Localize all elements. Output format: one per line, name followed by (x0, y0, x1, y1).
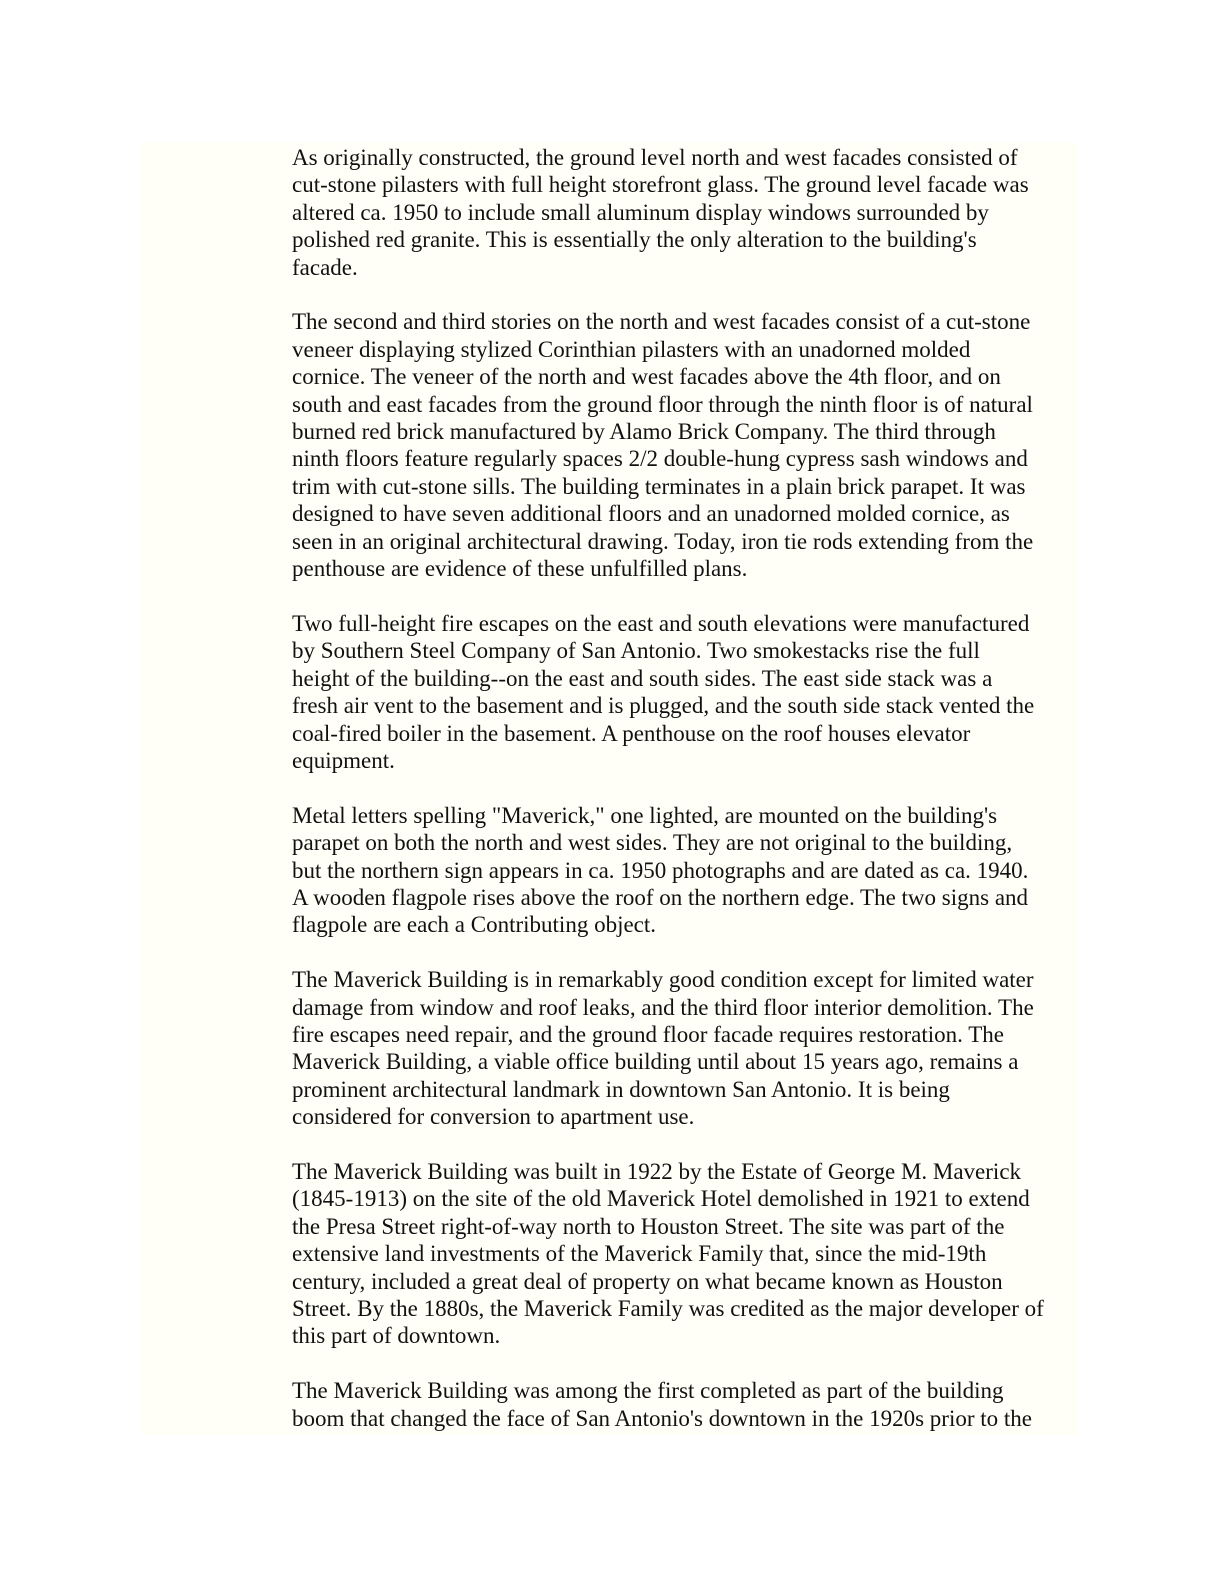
text-line: this part of downtown. (292, 1323, 501, 1349)
text-line: equipment. (292, 747, 395, 773)
text-line: fresh air vent to the basement and is plugged, and the south side stack vented the (292, 693, 1035, 719)
text-line: coal-fired boiler in the basement. A penthouse on the roof houses elevator (292, 720, 971, 746)
text-line: The Maverick Building is in remarkably good condition except for limited water (292, 967, 1034, 993)
paragraph-condition (292, 966, 1082, 1130)
text-line: the Presa Street right-of-way north to Houston Street. The site was part of the (292, 1213, 1005, 1239)
text-line: Maverick Building, a viable office building until about 15 years ago, remains a (292, 1049, 1019, 1075)
text-line: by Southern Steel Company of San Antonio. Two smokestacks rise the full (292, 638, 980, 664)
text-line: Metal letters spelling "Maverick," one lighted, are mounted on the building's (292, 802, 998, 828)
text-line: veneer displaying stylized Corinthian pilasters with an unadorned molded (292, 336, 971, 362)
text-line: designed to have seven additional floors and an unadorned molded cornice, as (292, 501, 1010, 527)
text-line: height of the building--on the east and south sides. The east side stack was a (292, 665, 993, 691)
text-line: century, included a great deal of property on what became known as Houston (292, 1268, 1003, 1294)
text-line: (1845-1913) on the site of the old Maverick Hotel demolished in 1921 to extend (292, 1186, 1030, 1212)
text-line: polished red granite. This is essentially the only alteration to the building's (292, 227, 977, 253)
text-line: A wooden flagpole rises above the roof on the northern edge. The two signs and (292, 884, 1029, 910)
text-line: The second and third stories on the north and west facades consist of a cut-stone (292, 309, 1031, 335)
paragraph-building-boom (292, 1377, 1082, 1432)
document-body (292, 144, 1082, 1459)
text-line: flagpole are each a Contributing object. (292, 912, 657, 938)
text-line: fire escapes need repair, and the ground floor facade requires restoration. The (292, 1021, 1004, 1047)
text-line: The Maverick Building was built in 1922 by the Estate of George M. Maverick (292, 1158, 1022, 1184)
paragraph-fire-escapes (292, 610, 1082, 774)
text-line: seen in an original architectural drawing. Today, iron tie rods extending from the (292, 528, 1034, 554)
text-line: As originally constructed, the ground level north and west facades consisted of (292, 145, 1018, 170)
text-line: parapet on both the north and west sides. They are not original to the building, (292, 830, 1013, 856)
text-line: extensive land investments of the Maverick Family that, since the mid-19th (292, 1241, 987, 1267)
text-line: boom that changed the face of San Antonio's downtown in the 1920s prior to the (292, 1405, 1033, 1431)
text-line: prominent architectural landmark in downtown San Antonio. It is being (292, 1076, 950, 1102)
text-line: cut-stone pilasters with full height storefront glass. The ground level facade was (292, 172, 1029, 198)
text-line: The Maverick Building was among the first completed as part of the building (292, 1378, 1004, 1404)
text-line: burned red brick manufactured by Alamo Brick Company. The third through (292, 419, 996, 445)
text-line: cornice. The veneer of the north and west facades above the 4th floor, and on (292, 364, 1001, 390)
text-line: damage from window and roof leaks, and the third floor interior demolition. The (292, 994, 1034, 1020)
text-line: ninth floors feature regularly spaces 2/2 double-hung cypress sash windows and (292, 446, 1028, 472)
text-line: altered ca. 1950 to include small aluminum display windows surrounded by (292, 199, 989, 225)
paragraph-original-construction (292, 144, 1082, 281)
text-line: Street. By the 1880s, the Maverick Family was credited as the major developer of (292, 1295, 1044, 1321)
paragraph-signs (292, 802, 1082, 939)
text-line: considered for conversion to apartment use. (292, 1104, 695, 1130)
paragraph-upper-stories (292, 308, 1082, 582)
text-line: trim with cut-stone sills. The building terminates in a plain brick parapet. It was (292, 473, 1026, 499)
paragraph-history (292, 1158, 1082, 1350)
text-line: Two full-height fire escapes on the east and south elevations were manufactured (292, 610, 1030, 636)
text-line: but the northern sign appears in ca. 1950 photographs and are dated as ca. 1940. (292, 857, 1029, 883)
text-line: penthouse are evidence of these unfulfilled plans. (292, 556, 748, 582)
text-line: south and east facades from the ground floor through the ninth floor is of natural (292, 391, 1033, 417)
text-line: facade. (292, 254, 358, 280)
